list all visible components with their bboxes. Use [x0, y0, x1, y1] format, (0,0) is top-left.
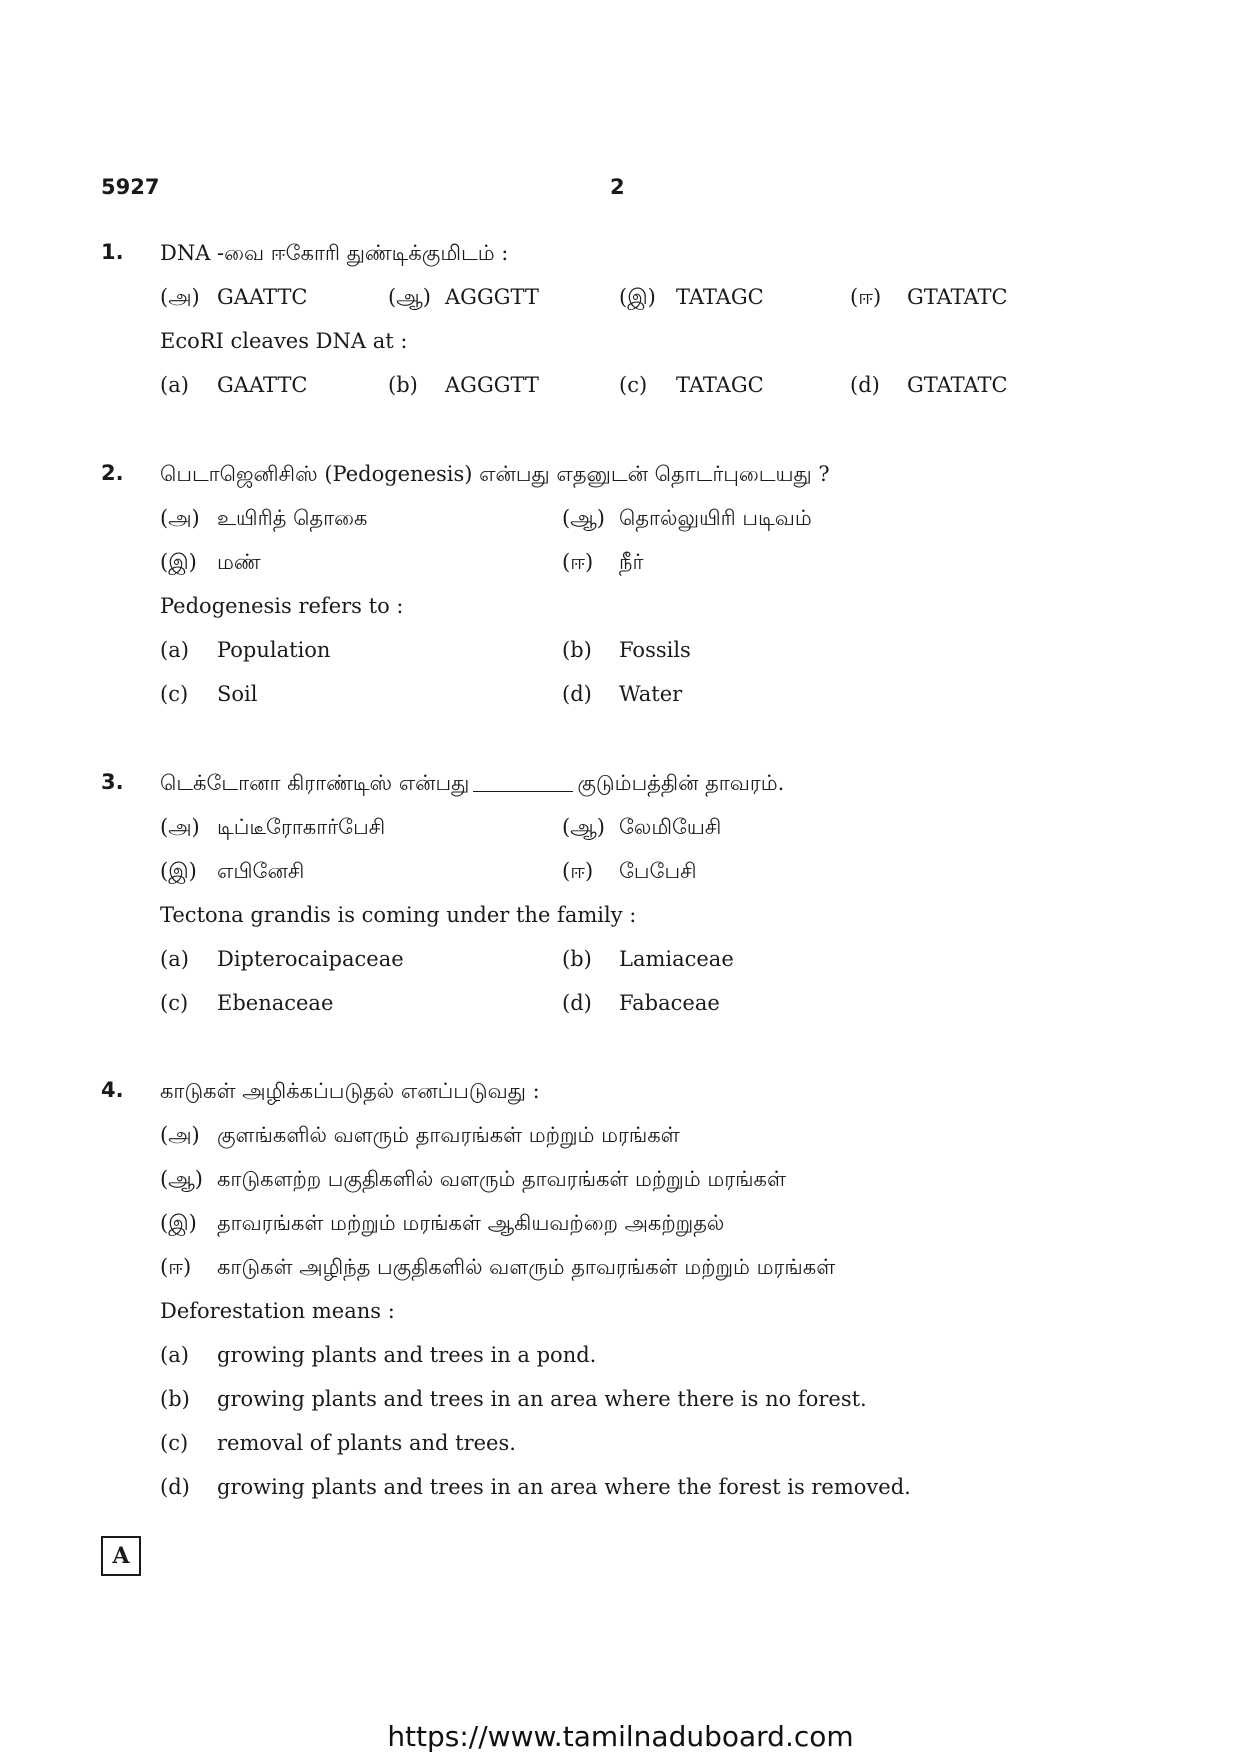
- option-tamil-4[interactable]: (ஈ) காடுகள் அழிந்த பகுதிகளில் வளரும் தாவரங்கள் மற்றும் மரங்கள்: [160, 1255, 836, 1279]
- question-number: 4.: [101, 1078, 124, 1102]
- option-english-d[interactable]: (d) Water: [562, 682, 683, 706]
- question-text-english: EcoRI cleaves DNA at :: [160, 329, 408, 353]
- option-english-a[interactable]: (a) Dipterocaipaceae: [160, 947, 404, 971]
- question-text-english: Tectona grandis is coming under the family :: [160, 903, 637, 927]
- footer-url[interactable]: https://www.tamilnaduboard.com: [387, 1720, 854, 1753]
- option-english-b[interactable]: (b) Lamiaceae: [562, 947, 734, 971]
- question-text-tamil: பெடாஜெனிசிஸ் (Pedogenesis) என்பது எதனுடன் தொடர்புடையது ?: [160, 462, 830, 486]
- option-tamil-1[interactable]: (அ) டிப்டீரோகார்பேசி: [160, 815, 386, 839]
- question-text-english: Pedogenesis refers to :: [160, 594, 404, 618]
- option-english-c[interactable]: (c) TATAGC: [619, 373, 764, 397]
- question-text-tamil: காடுகள் அழிக்கப்படுதல் எனப்படுவது :: [160, 1079, 540, 1103]
- option-tamil-4[interactable]: (ஈ) பேபேசி: [562, 859, 697, 883]
- option-english-c[interactable]: (c) Ebenaceae: [160, 991, 334, 1015]
- option-english-b[interactable]: (b) AGGGTT: [388, 373, 539, 397]
- option-tamil-2[interactable]: (ஆ) லேமியேசி: [562, 815, 722, 839]
- question-text-tamil: DNA -வை ஈகோரி துண்டிக்குமிடம் :: [160, 241, 509, 265]
- option-english-c[interactable]: (c) removal of plants and trees.: [160, 1431, 516, 1455]
- option-tamil-1[interactable]: (அ) குளங்களில் வளரும் தாவரங்கள் மற்றும் மரங்கள்: [160, 1123, 680, 1147]
- question-number: 3.: [101, 770, 124, 794]
- option-english-d[interactable]: (d) growing plants and trees in an area where the forest is removed.: [160, 1475, 911, 1499]
- option-tamil-2[interactable]: (ஆ) காடுகளற்ற பகுதிகளில் வளரும் தாவரங்கள் மற்றும் மரங்கள்: [160, 1167, 786, 1191]
- question-number: 1.: [101, 240, 124, 264]
- option-tamil-4[interactable]: (ஈ) GTATATC: [850, 285, 1008, 309]
- answer-blank: [473, 791, 573, 792]
- question-number: 2.: [101, 461, 124, 485]
- option-english-a[interactable]: (a) Population: [160, 638, 331, 662]
- option-english-d[interactable]: (d) GTATATC: [850, 373, 1008, 397]
- option-tamil-4[interactable]: (ஈ) நீர்: [562, 550, 644, 574]
- option-tamil-3[interactable]: (இ) எபினேசி: [160, 859, 305, 883]
- booklet-series-box: A: [101, 1536, 141, 1576]
- option-tamil-2[interactable]: (ஆ) AGGGTT: [388, 285, 539, 309]
- question-text-tamil: டெக்டோனா கிராண்டிஸ் என்பது குடும்பத்தின் தாவரம்.: [160, 771, 785, 795]
- option-english-c[interactable]: (c) Soil: [160, 682, 258, 706]
- option-english-a[interactable]: (a) growing plants and trees in a pond.: [160, 1343, 597, 1367]
- option-english-d[interactable]: (d) Fabaceae: [562, 991, 720, 1015]
- option-tamil-1[interactable]: (அ) உயிரித் தொகை: [160, 506, 368, 530]
- option-tamil-1[interactable]: (அ) GAATTC: [160, 285, 308, 309]
- option-english-a[interactable]: (a) GAATTC: [160, 373, 308, 397]
- option-english-b[interactable]: (b) growing plants and trees in an area where there is no forest.: [160, 1387, 867, 1411]
- option-tamil-3[interactable]: (இ) மண்: [160, 550, 261, 574]
- option-tamil-2[interactable]: (ஆ) தொல்லுயிரி படிவம்: [562, 506, 812, 530]
- option-tamil-3[interactable]: (இ) TATAGC: [619, 285, 764, 309]
- option-english-b[interactable]: (b) Fossils: [562, 638, 691, 662]
- option-tamil-3[interactable]: (இ) தாவரங்கள் மற்றும் மரங்கள் ஆகியவற்றை அகற்றுதல்: [160, 1211, 725, 1235]
- page-number: 2: [610, 175, 625, 199]
- paper-code: 5927: [101, 175, 160, 199]
- question-text-english: Deforestation means :: [160, 1299, 395, 1323]
